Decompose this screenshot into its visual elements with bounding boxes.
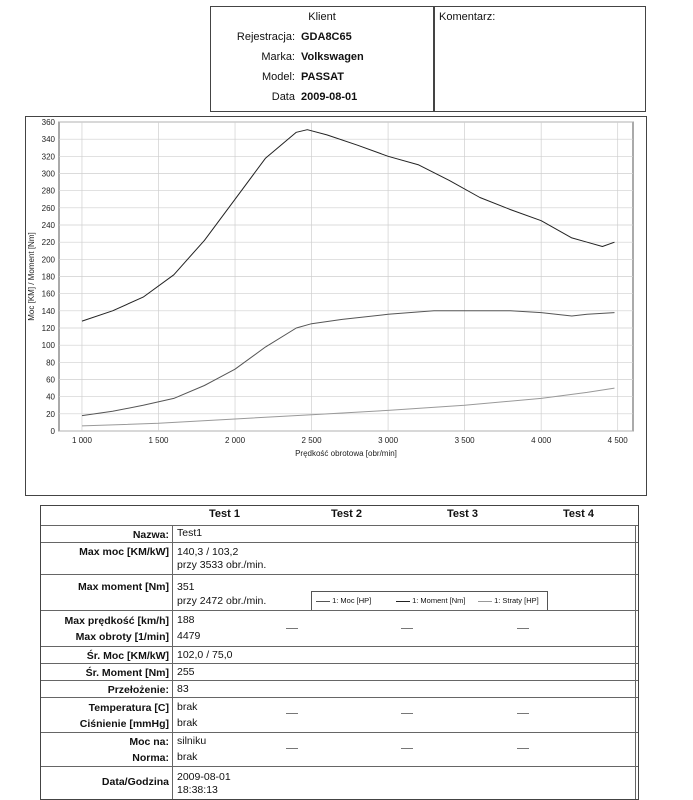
- legend-item-torque: 1: Moment [Nm]: [396, 596, 465, 605]
- x-tick-label: 1 000: [71, 436, 92, 445]
- client-title: Klient: [308, 11, 336, 23]
- table-row: [41, 610, 638, 629]
- row-value: 102,0 / 75,0: [177, 649, 233, 661]
- legend-item-power: 1: Moc [HP]: [316, 596, 371, 605]
- row-label: Ciśnienie [mmHg]: [79, 718, 169, 730]
- y-tick-label: 20: [46, 409, 55, 419]
- make-value: Volkswagen: [301, 51, 364, 63]
- row-label: Max moment [Nm]: [77, 581, 169, 593]
- header-test-2: Test 2: [331, 508, 362, 520]
- row-label: Nazwa:: [132, 529, 169, 541]
- y-tick-label: 0: [50, 427, 55, 436]
- y-tick-label: 360: [41, 118, 55, 127]
- row-label: Max moc [KM/kW]: [79, 546, 169, 558]
- table-row: [41, 680, 638, 698]
- row-label: Data/Godzina: [101, 776, 169, 788]
- y-axis-label: Moc [KM] / Moment [Nm]: [27, 232, 36, 321]
- empty-dash: [401, 628, 413, 629]
- table-row: [41, 715, 638, 732]
- y-tick-label: 180: [41, 272, 55, 282]
- results-table: [40, 505, 639, 800]
- row-value: 2009-08-01: [177, 771, 231, 783]
- comment-box: [434, 6, 646, 112]
- empty-dash: [517, 713, 529, 714]
- model-label: Model:: [261, 71, 295, 83]
- table-row: [41, 525, 638, 543]
- x-axis-label: Prędkość obrotowa [obr/min]: [295, 449, 397, 458]
- y-tick-label: 340: [41, 135, 55, 145]
- header-test-1: Test 1: [209, 508, 240, 520]
- y-tick-label: 40: [46, 392, 55, 402]
- y-tick-label: 280: [41, 186, 55, 196]
- row-label: Max prędkość [km/h]: [64, 615, 169, 627]
- x-tick-label: 3 500: [454, 436, 475, 445]
- y-tick-label: 120: [41, 324, 55, 333]
- empty-dash: [401, 713, 413, 714]
- y-tick-label: 240: [41, 221, 55, 230]
- row-label: Temperatura [C]: [88, 702, 169, 714]
- client-box: [210, 6, 434, 112]
- chart-svg: [26, 117, 646, 495]
- table-row: [41, 646, 638, 664]
- registration-label: Rejestracja:: [236, 31, 295, 43]
- x-tick-label: 4 000: [531, 436, 552, 445]
- make-label: Marka:: [261, 51, 295, 63]
- client-row-make: [211, 51, 433, 69]
- row-value: 351: [177, 581, 195, 593]
- row-label: Śr. Moment [Nm]: [85, 667, 169, 679]
- x-tick-label: 2 000: [225, 436, 246, 445]
- y-tick-label: 320: [41, 152, 55, 162]
- y-tick-label: 160: [41, 289, 55, 299]
- x-tick-label: 3 000: [378, 436, 399, 445]
- row-label: Max obroty [1/min]: [75, 631, 169, 643]
- legend-item-losses: 1: Straty [HP]: [478, 596, 539, 605]
- y-tick-label: 300: [41, 169, 55, 179]
- row-value: 188: [177, 614, 195, 626]
- row-value: 83: [177, 683, 189, 695]
- row-value: brak: [177, 701, 198, 713]
- y-tick-label: 200: [41, 255, 55, 265]
- row-value: Test1: [177, 527, 203, 539]
- empty-dash: [401, 748, 413, 749]
- header-test-4: Test 4: [563, 508, 594, 520]
- row-value: brak: [177, 717, 198, 729]
- y-tick-label: 140: [41, 306, 55, 316]
- empty-dash: [286, 748, 298, 749]
- empty-dash: [286, 713, 298, 714]
- table-row: [41, 628, 638, 644]
- table-row: [41, 697, 638, 716]
- comment-label: Komentarz:: [439, 11, 496, 23]
- table-row: [41, 766, 638, 800]
- header-test-3: Test 3: [447, 508, 478, 520]
- registration-value: GDA8C65: [301, 31, 352, 43]
- row-label: Norma:: [132, 752, 169, 764]
- row-value-note: przy 2472 obr./min.: [177, 595, 267, 607]
- x-tick-label: 4 500: [607, 436, 628, 445]
- client-row-model: [211, 71, 433, 89]
- table-row: [41, 732, 638, 750]
- row-value: 4479: [177, 630, 201, 642]
- table-row: [41, 749, 638, 766]
- y-tick-label: 100: [41, 341, 55, 351]
- row-value: silniku: [177, 735, 207, 747]
- model-value: PASSAT: [301, 71, 344, 83]
- empty-dash: [517, 628, 529, 629]
- row-value-note: 18:38:13: [177, 784, 218, 796]
- row-label: Moc na:: [129, 736, 169, 748]
- empty-dash: [517, 748, 529, 749]
- table-row: [41, 542, 638, 575]
- x-tick-label: 2 500: [301, 436, 322, 445]
- row-value: 140,3 / 103,2: [177, 546, 239, 558]
- table-row: [41, 574, 638, 611]
- row-value: 255: [177, 666, 195, 678]
- y-tick-label: 220: [41, 238, 55, 248]
- row-value-note: przy 3533 obr./min.: [177, 559, 267, 571]
- y-tick-label: 80: [46, 358, 55, 368]
- y-tick-label: 60: [46, 375, 55, 385]
- empty-dash: [286, 628, 298, 629]
- y-tick-label: 260: [41, 203, 55, 213]
- date-label: Data: [271, 91, 295, 103]
- row-label: Przełożenie:: [107, 684, 169, 696]
- client-row-registration: [211, 31, 433, 49]
- client-row-date: [211, 91, 433, 109]
- date-value: 2009-08-01: [301, 91, 358, 103]
- x-tick-label: 1 500: [148, 436, 169, 445]
- row-value: brak: [177, 751, 198, 763]
- row-label: Śr. Moc [KM/kW]: [86, 650, 169, 662]
- table-row: [41, 663, 638, 681]
